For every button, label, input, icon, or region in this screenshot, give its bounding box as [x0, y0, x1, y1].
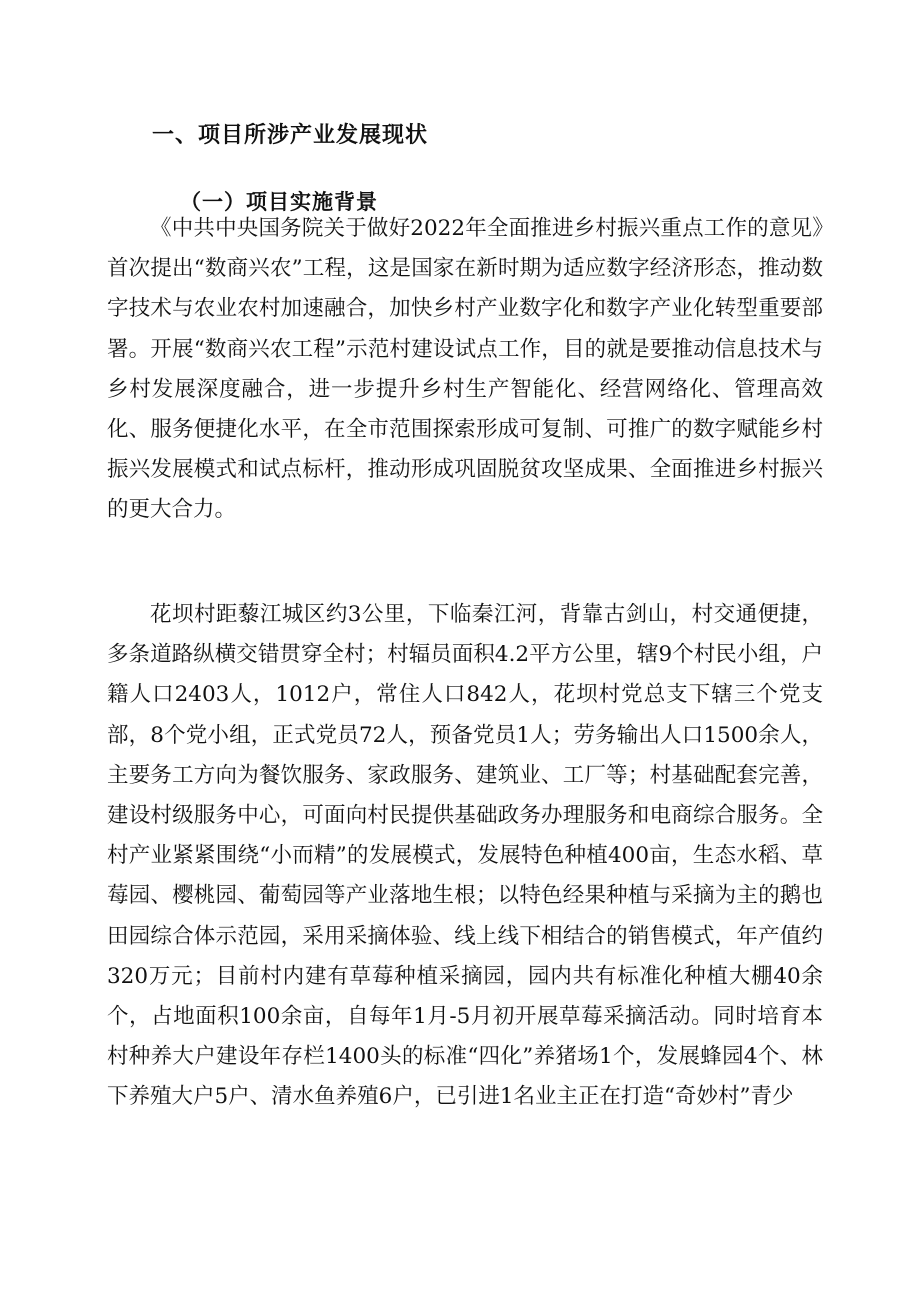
section-heading: 一、项目所涉产业发展现状 [152, 123, 429, 148]
subsection-heading: （一）项目实施背景 [180, 189, 378, 214]
paragraph-huaba-village: 花坝村距藜江城区约3公里，下临秦江河，背靠古剑山，村交通便捷，多条道路纵横交错贯穿全村；村辐员面积4.2平方公里，辖9个村民小组，户籍人口2403人，1012户，常住人口842人，花坝村党总支下辖三个党支部，8个党小组，正式党员72人，预备党员1人；劳务输出人口1500余人，主要务工方向为餐饮服务、家政服务、建筑业、工厂等；村基础配套完善，建设村级服务中心，可面向村民提供基础政务办理服务和电商综合服务。全村产业紧紧围绕“小而精”的发展模式，发展特色种植400亩，生态水稻、草莓园、樱桃园、葡萄园等产业落地生根；以特色经果种植与采摘为主的鹅也田园综合体示范园，采用采摘体验、线上线下相结合的销售模式，年产值约320万元；目前村内建有草莓种植采摘园，园内共有标准化种植大棚40余个，占地面积100余亩，自每年1月-5月初开展草莓采摘活动。同时培育本村种养大户建设年存栏1400头的标准“四化”养猪场1个，发展蜂园4个、林下养殖大户5户、清水鱼养殖6户，已引进1名业主正在打造“奇妙村”青少 [107, 602, 823, 1110]
paragraph-background: 《中共中央国务院关于做好2022年全面推进乡村振兴重点工作的意见》首次提出“数商兴农”工程，这是国家在新时期为适应数字经济形态，推动数字技术与农业农村加速融合，加快乡村产业数字化和数字产业化转型重要部署。开展“数商兴农工程”示范村建设试点工作，目的就是要推动信息技术与乡村发展深度融合，进一步提升乡村生产智能化、经营网络化、管理高效化、服务便捷化水平，在全市范围探索形成可复制、可推广的数字赋能乡村振兴发展模式和试点标杆，推动形成巩固脱贫攻坚成果、全面推进乡村振兴的更大合力。 [107, 216, 823, 523]
